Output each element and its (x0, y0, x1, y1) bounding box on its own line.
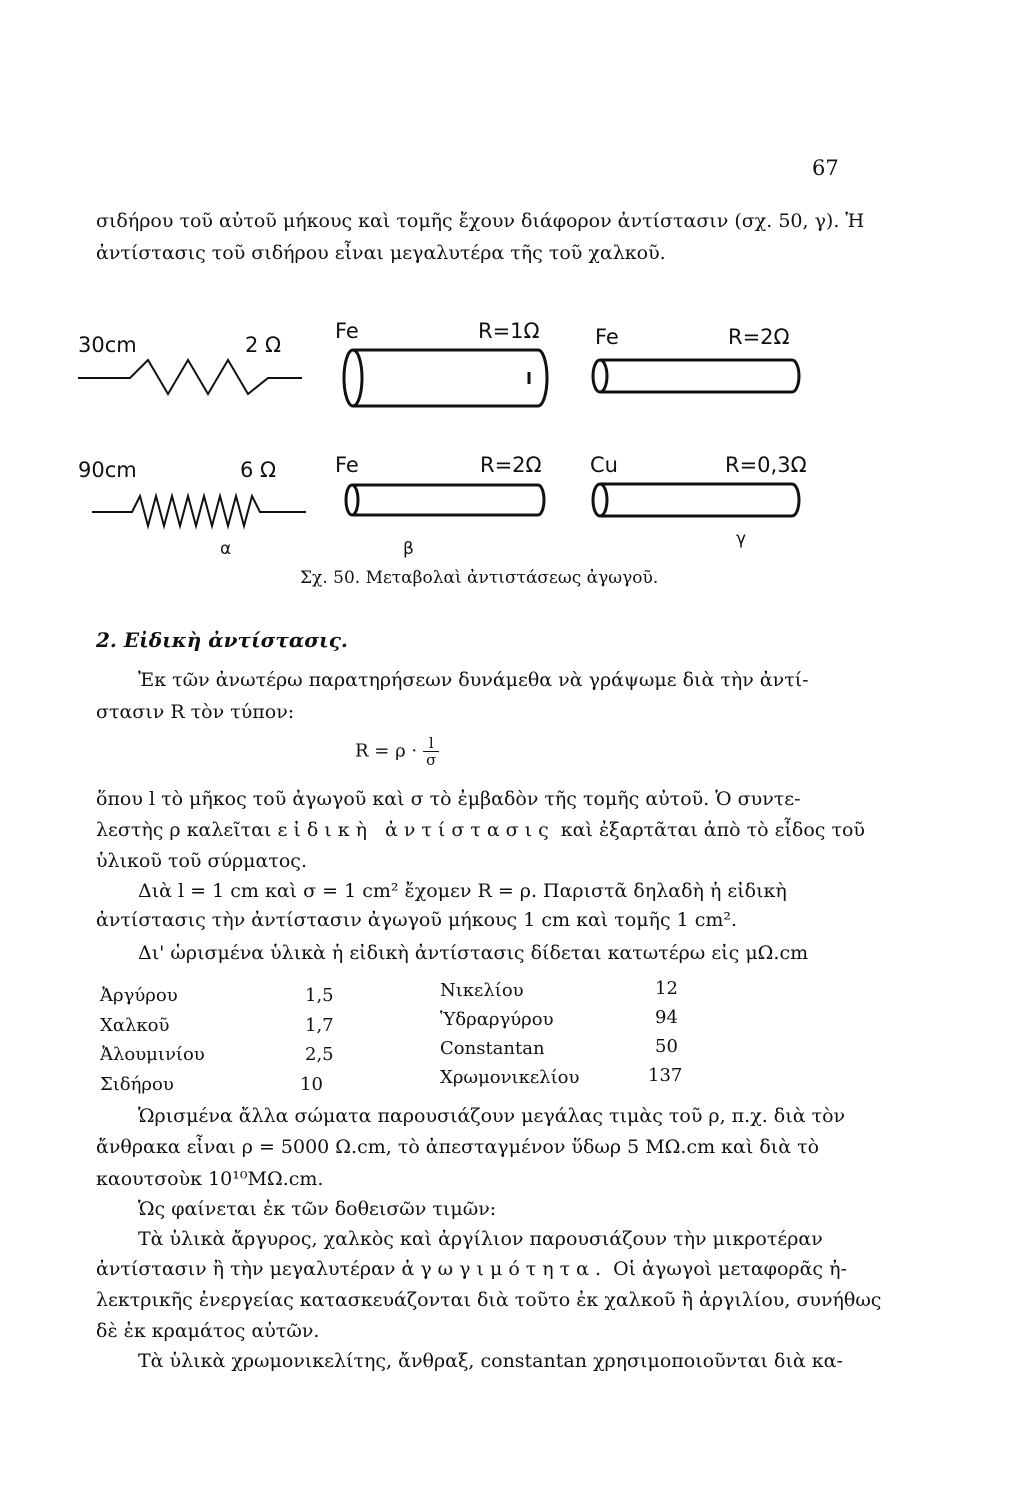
table-left-name-4: Σιδήρου (100, 1074, 174, 1095)
para7-line4: δὲ ἐκ κραμάτος αὐτῶν. (96, 1320, 320, 1342)
formula (355, 735, 439, 768)
table-right-name-3: Constantan (440, 1038, 545, 1059)
table-left-value-1: 1,5 (305, 985, 334, 1006)
para7-line2 (96, 1256, 847, 1283)
table-right-name-4: Χρωμονικελίου (440, 1067, 580, 1088)
para7-line2-b: Οἱ ἀγωγοὶ μεταφορᾶς ἠ- (613, 1258, 847, 1280)
para5-line2: ἄνθρακα εἶναι ρ = 5000 Ω.cm, τὸ ἀπεσταγμένον ὕδωρ 5 ΜΩ.cm καὶ διὰ τὸ (96, 1136, 820, 1158)
table-right-value-3: 50 (655, 1036, 678, 1057)
table-left-value-3: 2,5 (305, 1044, 334, 1065)
para5-line3: καουτσοὺκ 10¹⁰ΜΩ.cm. (96, 1168, 324, 1190)
formula-lhs: R = ρ · (355, 740, 418, 762)
table-right-value-2: 94 (655, 1007, 678, 1028)
para7-line1: Τὰ ὑλικὰ ἄργυρος, χαλκὸς καὶ ἀργίλιον παρουσιάζουν τὴν μικροτέραν (138, 1228, 823, 1250)
fig-a-top-resistance: 2 Ω (245, 333, 282, 357)
fig-b-bottom-material: Fe (335, 453, 359, 477)
fig-c-bottom-material: Cu (590, 453, 618, 477)
wire-fe-thin-long (346, 485, 544, 515)
formula-denominator: σ (426, 751, 437, 769)
para3-line2: ἀντίστασις τὴν ἀντίστασιν ἀγωγοῦ μήκους 1 cm καὶ τομῆς 1 cm². (96, 909, 738, 931)
wire-cu-thin (593, 484, 799, 516)
intro-line-2: ἀντίστασις τοῦ σιδήρου εἶναι μεγαλυτέρα τῆς τοῦ χαλκοῦ. (96, 242, 666, 264)
fig-b-bottom-resistance: R=2Ω (480, 453, 542, 477)
para1-line1: Ἐκ τῶν ἀνωτέρω παρατηρήσεων δυνάμεθα νὰ γράψωμε διὰ τὴν ἀντί- (138, 669, 809, 691)
para7-line3: λεκτρικῆς ἐνεργείας κατασκευάζονται διὰ τοῦτο ἐκ χαλκοῦ ἢ ἀργιλίου, συνήθως (96, 1289, 882, 1311)
para3-line1: Διὰ l = 1 cm καὶ σ = 1 cm² ἔχομεν R = ρ. Παριστᾶ δηλαδὴ ἡ εἰδικὴ (138, 880, 787, 902)
fig-b-label: β (403, 539, 414, 559)
fig-c-bottom-resistance: R=0,3Ω (725, 453, 807, 477)
wire-fe-thick (344, 350, 547, 406)
formula-fraction (423, 735, 439, 768)
fig-a-bottom-resistance: 6 Ω (240, 458, 277, 482)
resistor-short (78, 360, 302, 394)
table-right-value-1: 12 (655, 978, 678, 999)
para4: Δι' ὡρισμένα ὑλικὰ ἡ εἰδικὴ ἀντίστασις δίδεται κατωτέρω εἰς μΩ.cm (138, 942, 809, 964)
table-left-name-1: Ἀργύρου (100, 985, 178, 1006)
para6: Ὡς φαίνεται ἐκ τῶν δοθεισῶν τιμῶν: (138, 1198, 497, 1220)
table-left-value-4: 10 (300, 1074, 323, 1095)
figure-caption: Σχ. 50. Μεταβολαὶ ἀντιστάσεως ἀγωγοῦ. (300, 568, 659, 588)
para8: Τὰ ὑλικὰ χρωμονικελίτης, ἄνθραξ, constantan χρησιμοποιοῦνται διὰ κα- (138, 1350, 843, 1372)
fig-c-top-material: Fe (595, 325, 619, 349)
emphasis-conductivity: ἀγωγιμότητα. (401, 1258, 608, 1280)
para2-line2-a: λεστὴς ρ καλεῖται (96, 819, 272, 841)
para2-line1: ὅπου l τὸ μῆκος τοῦ ἀγωγοῦ καὶ σ τὸ ἐμβαδὸν τῆς τομῆς αὐτοῦ. Ὁ συντε- (96, 788, 801, 810)
para5-line1: Ὡρισμένα ἄλλα σώματα παρουσιάζουν μεγάλας τιμὰς τοῦ ρ, π.χ. διὰ τὸν (138, 1105, 846, 1127)
fig-c-label: γ (736, 529, 747, 549)
fig-c-top-resistance: R=2Ω (728, 325, 790, 349)
formula-numerator: l (423, 735, 439, 752)
para2-line3: ὑλικοῦ τοῦ σύρματος. (96, 850, 307, 872)
para7-line2-a: ἀντίστασιν ἢ τὴν μεγαλυτέραν (96, 1258, 396, 1280)
para1-line2: στασιν R τὸν τύπον: (96, 701, 295, 723)
section-title: 2. Εἰδικὴ ἀντίστασις. (96, 628, 348, 652)
emphasis-specific-resistance: εἰδικὴ ἀντίστασις (277, 819, 555, 841)
fig-b-top-resistance: R=1Ω (478, 319, 540, 343)
resistor-long (92, 496, 306, 526)
table-left-name-2: Χαλκοῦ (100, 1015, 170, 1036)
figure-50 (70, 300, 850, 600)
wire-fe-thin (593, 360, 799, 392)
table-left-name-3: Ἀλουμινίου (100, 1044, 205, 1065)
fig-b-top-material: Fe (335, 319, 359, 343)
fig-a-bottom-length: 90cm (78, 458, 137, 482)
intro-line-1: σιδήρου τοῦ αὐτοῦ μήκους καὶ τομῆς ἔχουν διάφορον ἀντίστασιν (σχ. 50, γ). Ἡ (96, 210, 865, 232)
table-left-value-2: 1,7 (305, 1015, 334, 1036)
fig-a-label: α (220, 539, 232, 559)
para2-line2-b: καὶ ἐξαρτᾶται ἀπὸ τὸ εἶδος τοῦ (560, 819, 865, 841)
table-right-value-4: 137 (648, 1065, 683, 1086)
table-right-name-1: Νικελίου (440, 980, 524, 1001)
fig-a-top-length: 30cm (78, 333, 137, 357)
para2-line2 (96, 817, 865, 844)
table-right-name-2: Ὑδραργύρου (440, 1009, 554, 1030)
page-number: 67 (812, 156, 839, 180)
